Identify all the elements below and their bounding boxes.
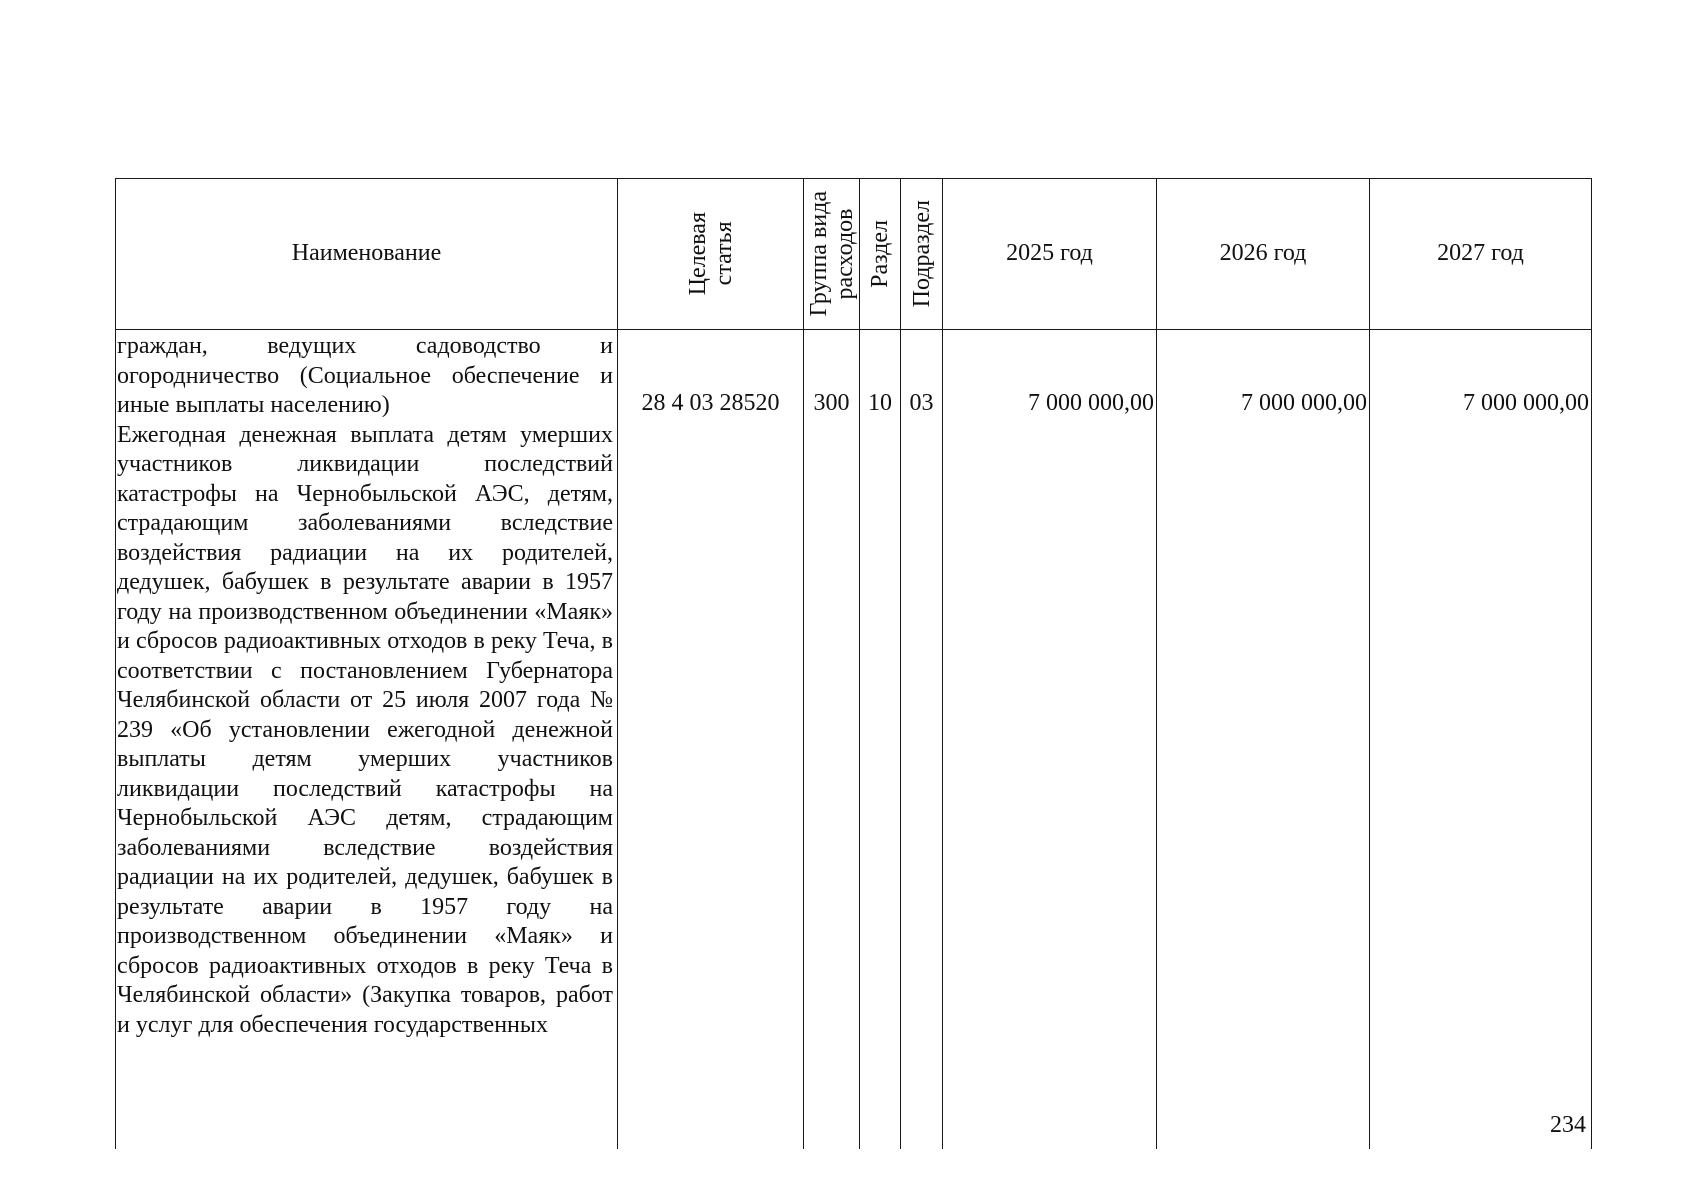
header-year-2026: 2026 год	[1157, 179, 1370, 330]
header-expense-group	[804, 179, 860, 330]
header-year-2027: 2027 год	[1370, 179, 1592, 330]
row-amount-2025: 7 000 000,00	[943, 330, 1157, 1150]
header-name: Наименование	[116, 179, 618, 330]
row-subsection: 03	[901, 330, 943, 1150]
table-header-row	[116, 179, 1592, 330]
row-amount-2027: 7 000 000,00	[1370, 330, 1592, 1150]
page-number: 234	[1550, 1112, 1586, 1138]
header-expense-group-label: Группа вида расходов	[805, 191, 858, 317]
header-target-article	[618, 179, 804, 330]
row-target-article: 28 4 03 28520	[618, 330, 804, 1150]
row-name-continuation: граждан, ведущих садоводство и огородничество (Социальное обеспечение и иные выплаты населению)	[117, 333, 613, 418]
row-section: 10	[860, 330, 901, 1150]
row-amount-2026: 7 000 000,00	[1157, 330, 1370, 1150]
table-row	[116, 330, 1592, 1150]
header-section	[860, 179, 901, 330]
row-expense-group: 300	[804, 330, 860, 1150]
header-section-label: Раздел	[867, 220, 893, 288]
header-subsection-label: Подраздел	[908, 200, 935, 308]
header-subsection	[901, 179, 943, 330]
row-name-cell	[116, 330, 618, 1150]
header-year-2025: 2025 год	[943, 179, 1157, 330]
row-name-next-item: Ежегодная денежная выплата детям умерших участников ликвидации последствий катастрофы на Чернобыльской АЭС, детям, страдающим заболеваниями вследствие воздействия радиации на их родителей, дедушек, бабушек в результате аварии в 1957 году на производственном объединении «Маяк» и сбросов радиоактивных отходов в реку Теча, в соответствии с постановлением Губернатора Челябинской области от 25 июля 2007 года № 239 «Об установлении ежегодной денежной выплаты детям умерших участников ликвидации последствий катастрофы на Чернобыльской АЭС детям, страдающим заболеваниями вследствие воздействия радиации на их родителей, дедушек, бабушек в результате аварии в 1957 году на производственном объединении «Маяк» и сбросов радиоактивных отходов в реку Теча в Челябинской области» (Закупка товаров, работ и услуг для обеспечения государственных	[117, 421, 613, 1038]
header-target-article-label: Целевая статья	[684, 212, 737, 296]
budget-table	[115, 178, 1592, 1149]
